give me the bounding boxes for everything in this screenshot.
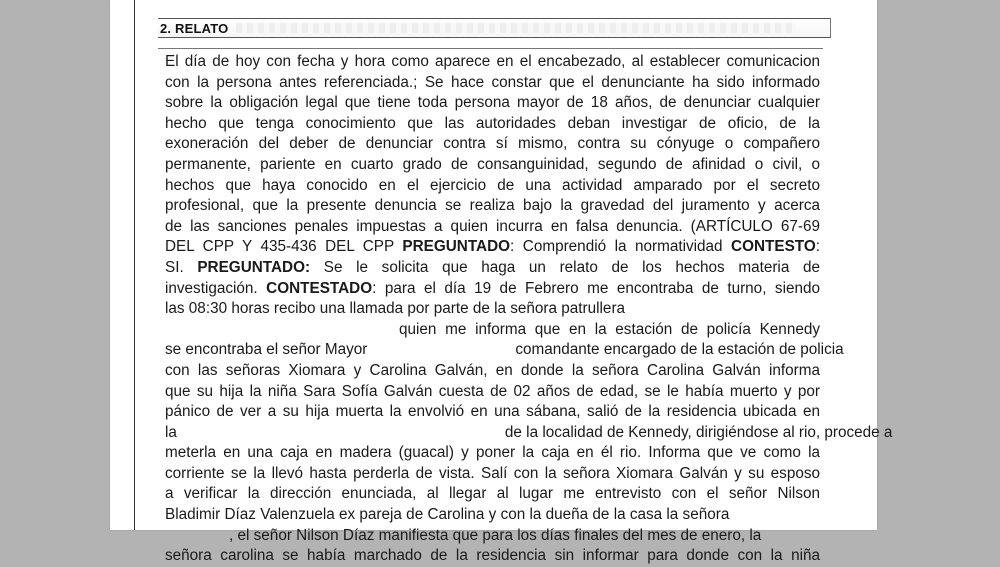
text-fragment: SI. [165, 258, 198, 276]
text-line: profesional, que la presente denuncia se realiza bajo la gravedad del juramento y acerca [165, 197, 820, 215]
text-line: hechos que haya conocido en el ejercicio de una actividad amparado por el secreto [165, 176, 820, 194]
text-line: con la persona antes referenciada.; Se hace constar que el denunciante ha sido informado [165, 73, 820, 91]
text-line [165, 526, 820, 547]
text-line: de las sanciones penales impuestas a quien incurra en falsa denuncia. (ARTÍCULO 67-69 [165, 217, 820, 235]
section-title: 2. RELATO [160, 21, 229, 36]
document-page [110, 0, 893, 565]
text-line [165, 423, 893, 444]
text-fragment: investigación. [165, 279, 267, 297]
text-line: pánico de ver a su hija muerta la envolvió en una sábana, salió de la residencia ubicada en [165, 403, 820, 421]
text-line [165, 340, 844, 361]
text-line: sobre la obligación legal que tiene toda persona mayor de 18 años, de denunciar cualquier [165, 94, 820, 112]
page-left-border [134, 0, 135, 530]
text-line: señora carolina se había marchado de la residencia sin informar para donde con la niña [165, 547, 820, 565]
section-divider [158, 48, 823, 49]
text-line [165, 258, 820, 279]
text-fragment: la [165, 423, 177, 441]
label-preguntado: PREGUNTADO: [197, 258, 311, 276]
text-line: permanente, pariente en cuarto grado de consanguinidad, segundo de afinidad o civil, o [165, 155, 820, 173]
text-line: exoneración del deber de denunciar contra sí mismo, contra su cónyuge o compañero [165, 135, 820, 153]
text-fragment: : Comprendió la normatividad [510, 238, 732, 256]
label-contestado: CONTESTADO [266, 279, 373, 297]
text-fragment: se encontraba el señor Mayor [165, 341, 368, 359]
text-line: las 08:30 horas recibo una llamada por parte de la señora patrullera [165, 300, 626, 318]
text-line: con las señoras Xiomara y Carolina Galván, en donde la señora Carolina Galván informa [165, 361, 820, 379]
text-fragment: : para el día 19 de Febrero me encontraba de turno, siendo [372, 279, 820, 297]
text-line: meterla en una caja en madera (guacal) y poner la caja en él rio. Informa que ve como la [165, 444, 820, 462]
text-line: El día de hoy con fecha y hora como aparece en el encabezado, al establecer comunicacion [165, 53, 820, 70]
text-fragment: , el señor Nilson Díaz manifiesta que para los días finales del mes de enero, la [229, 526, 762, 544]
text-line: hecho que tenga conocimiento que las autoridades deban investigar de oficio, de la [165, 114, 820, 132]
header-scan-noise [236, 23, 796, 33]
text-line: corriente se la llevó hasta perderla de vista. Salí con la señora Xiomara Galván y su esposo [165, 464, 820, 482]
text-line: a verificar la dirección enunciada, al llegar al lugar me entrevisto con el señor Nilson [165, 485, 820, 503]
section-header [158, 18, 831, 38]
text-fragment: comandante encargado de la estación de policia [515, 341, 844, 359]
text-line: que su hija la niña Sara Sofía Galván cuesta de 02 años de edad, se le había muerto y por [165, 382, 820, 400]
label-preguntado: PREGUNTADO [402, 238, 511, 256]
text-line: quien me informa que en la estación de policía Kennedy [399, 320, 820, 338]
text-line: Bladimir Díaz Valenzuela ex pareja de Carolina y con la dueña de la casa la señora [165, 506, 730, 524]
text-fragment: DEL CPP Y 435-436 DEL CPP [165, 238, 403, 256]
text-fragment: de la localidad de Kennedy, dirigiéndose al rio, procede a [504, 423, 893, 441]
relato-body [165, 52, 893, 567]
label-contesto: CONTESTO [731, 238, 816, 256]
text-line [165, 237, 820, 258]
text-fragment: Se le solicita que haga un relato de los hechos materia de [310, 258, 821, 276]
text-line [165, 279, 820, 300]
text-fragment: : [815, 238, 820, 256]
